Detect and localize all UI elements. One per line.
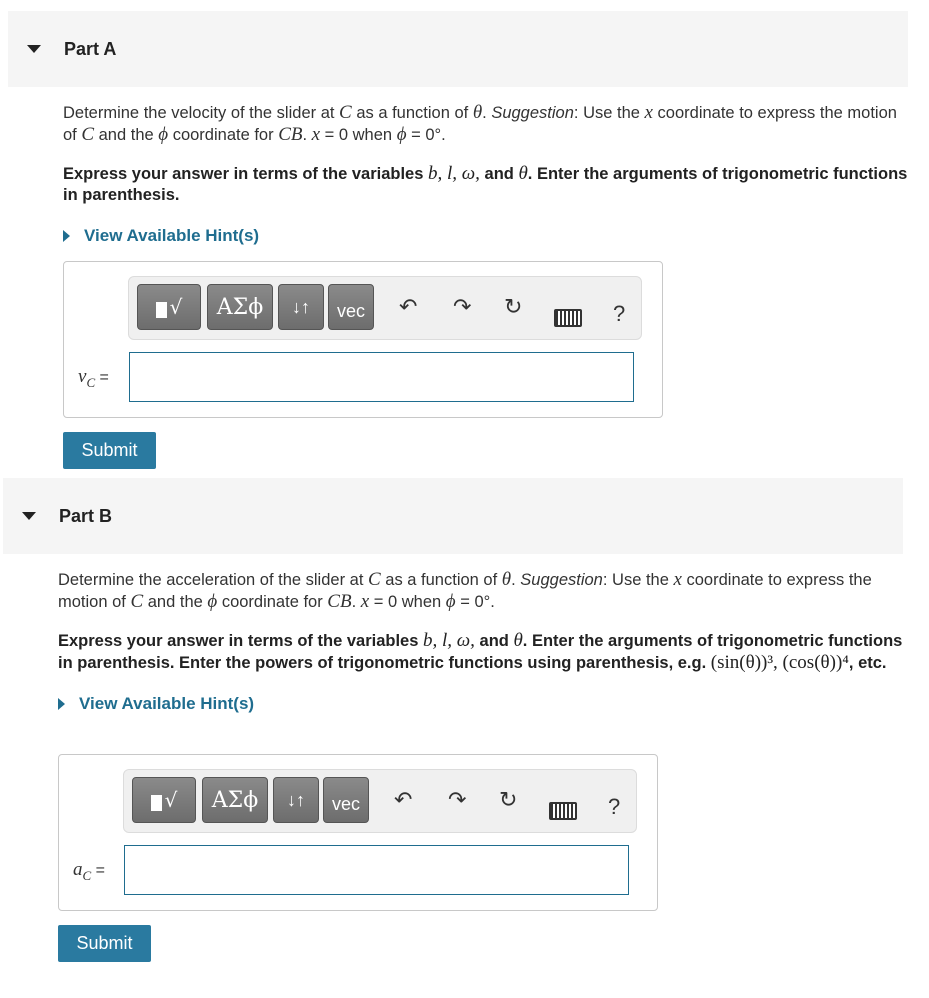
part-a-prompt: Determine the velocity of the slider at C as a function of θ. Suggestion: Use the x coordinate to express the motion of C and the ϕ coordinate for CB. x = 0 when ϕ = 0°. bbox=[63, 102, 897, 145]
subscript-superscript-button[interactable] bbox=[278, 284, 324, 330]
symbols-label: ΑΣϕ bbox=[211, 787, 259, 813]
collapse-caret-icon[interactable] bbox=[27, 45, 41, 53]
part-a-view-hints-link[interactable] bbox=[63, 226, 908, 246]
arrows-icon: ↓↑ bbox=[287, 789, 305, 810]
part-b-variable-label: $a_C$ = bbox=[73, 859, 105, 883]
help-icon[interactable]: ? bbox=[608, 794, 621, 819]
part-a-variable-label: $v_C$ = bbox=[78, 366, 109, 390]
help-icon[interactable]: ? bbox=[613, 301, 626, 326]
reset-icon[interactable]: ↻ bbox=[499, 788, 518, 813]
reset-icon[interactable]: ↻ bbox=[504, 295, 523, 320]
part-b-answer-input[interactable] bbox=[124, 845, 629, 895]
keyboard-icon[interactable] bbox=[549, 802, 577, 820]
keyboard-icon[interactable] bbox=[554, 309, 582, 327]
symbols-button[interactable] bbox=[202, 777, 268, 823]
undo-icon[interactable]: ↶ bbox=[394, 788, 413, 813]
part-b-answer-box bbox=[58, 754, 658, 911]
symbols-label: ΑΣϕ bbox=[216, 294, 264, 320]
symbols-button[interactable] bbox=[207, 284, 273, 330]
collapse-caret-icon[interactable] bbox=[22, 512, 36, 520]
part-b-header[interactable] bbox=[3, 478, 903, 554]
expand-caret-icon bbox=[63, 230, 70, 242]
hint-label: View Available Hint(s) bbox=[84, 226, 260, 245]
arrows-icon: ↓↑ bbox=[292, 296, 310, 317]
part-a-title: Part A bbox=[64, 38, 117, 59]
expand-caret-icon bbox=[58, 698, 65, 710]
part-b-instructions: Express your answer in terms of the variables b, l, ω, and θ. Enter the arguments of trigonometric functions in parenthesis. Enter the powers of trigonometric functions using parenthesis, e.g. (sin(θ))³, (cos(θ))⁴, etc. bbox=[58, 630, 903, 673]
part-b-math-toolbar bbox=[123, 769, 637, 833]
template-square-icon bbox=[151, 795, 162, 811]
hint-label: View Available Hint(s) bbox=[79, 694, 255, 713]
vec-label: vec bbox=[331, 793, 360, 814]
part-b-body bbox=[58, 569, 908, 714]
part-a-math-toolbar bbox=[128, 276, 642, 340]
vector-button[interactable] bbox=[323, 777, 369, 823]
vector-button[interactable] bbox=[328, 284, 374, 330]
part-b-title: Part B bbox=[59, 505, 113, 526]
part-b-view-hints-link[interactable] bbox=[58, 694, 908, 714]
part-b-submit-button[interactable]: Submit bbox=[58, 925, 151, 962]
templates-button[interactable] bbox=[137, 284, 201, 330]
part-a-header[interactable] bbox=[8, 11, 908, 87]
part-a-instructions: Express your answer in terms of the variables b, l, ω, and θ. Enter the arguments of trigonometric functions in parenthesis. bbox=[63, 163, 908, 204]
redo-icon[interactable]: ↷ bbox=[448, 788, 467, 813]
undo-icon[interactable]: ↶ bbox=[399, 295, 418, 320]
templates-button[interactable] bbox=[132, 777, 196, 823]
part-a-submit-button[interactable]: Submit bbox=[63, 432, 156, 469]
part-a-answer-box bbox=[63, 261, 663, 418]
vec-label: vec bbox=[336, 300, 365, 321]
part-b-prompt: Determine the acceleration of the slider at C as a function of θ. Suggestion: Use the x coordinate to express the motion of C and the ϕ coordinate for CB. x = 0 when ϕ = 0°. bbox=[58, 569, 872, 612]
redo-icon[interactable]: ↷ bbox=[453, 295, 472, 320]
part-a-answer-input[interactable] bbox=[129, 352, 634, 402]
part-a-body bbox=[63, 102, 908, 246]
radical-icon: √ bbox=[169, 295, 183, 319]
radical-icon: √ bbox=[164, 788, 178, 812]
template-square-icon bbox=[156, 302, 167, 318]
subscript-superscript-button[interactable] bbox=[273, 777, 319, 823]
